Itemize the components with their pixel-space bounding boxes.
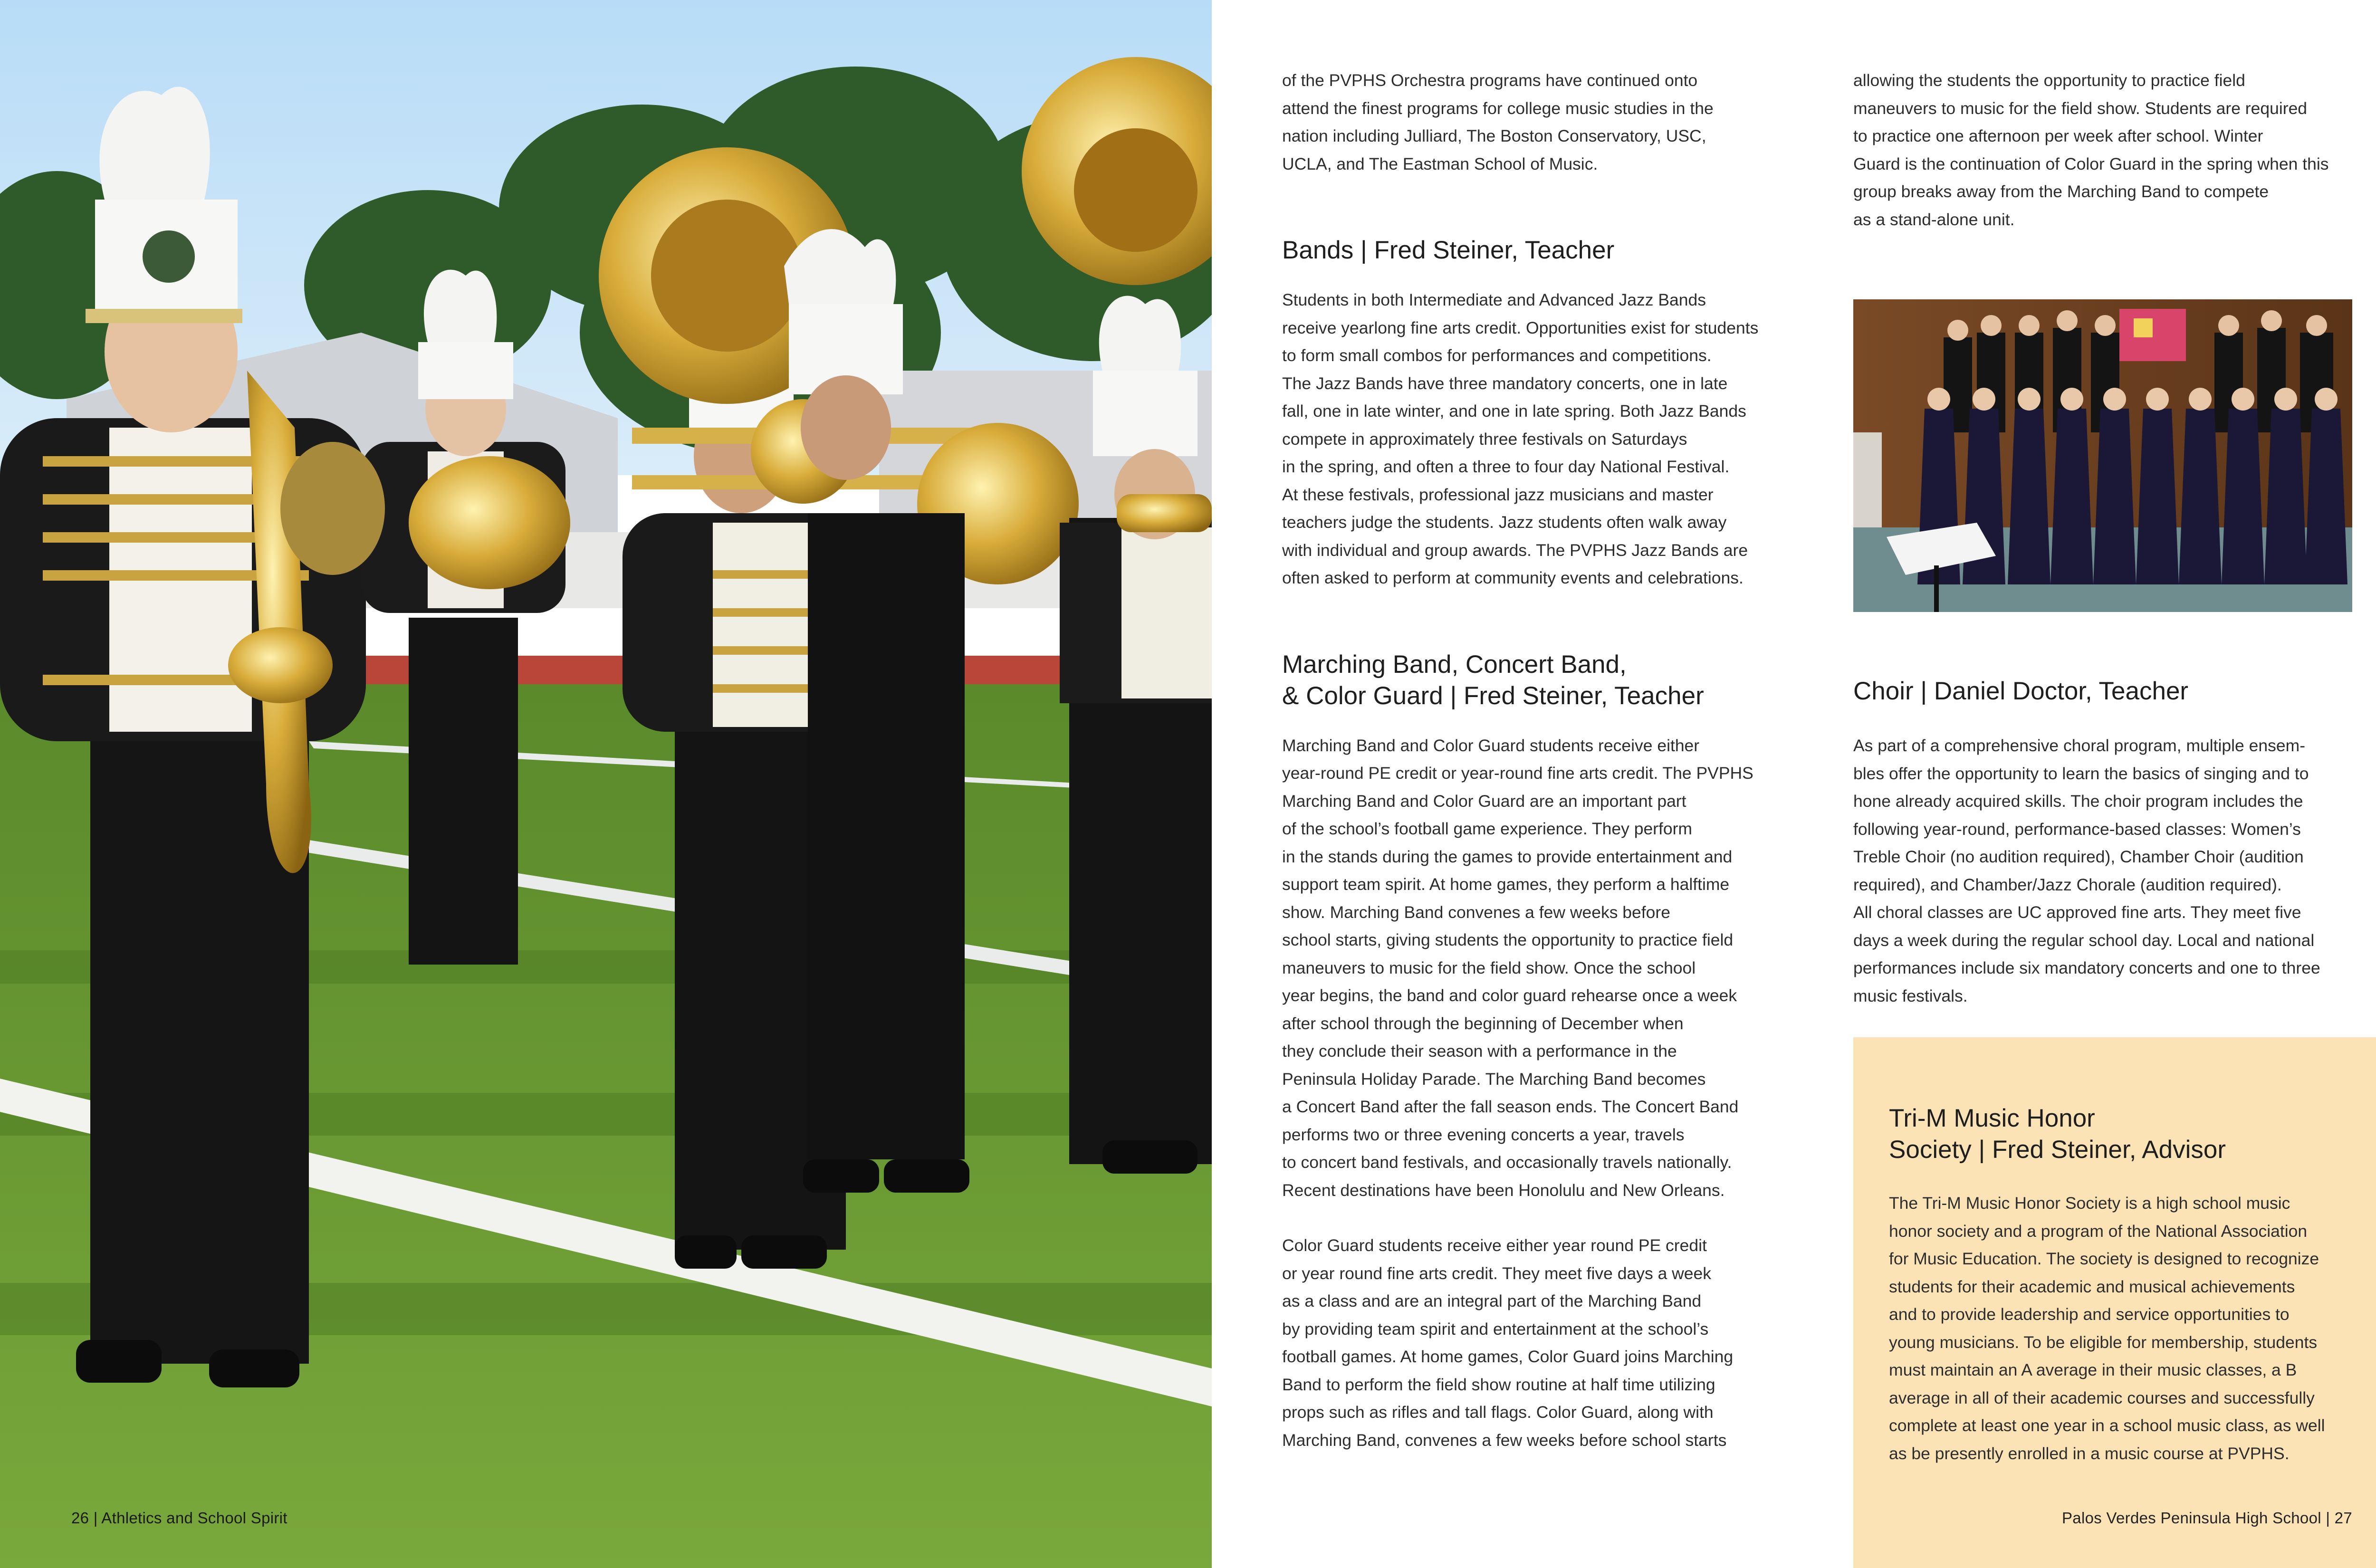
marching-heading: Marching Band, Concert Band, & Color Guard | Fred Steiner, Teacher: [1282, 650, 1704, 710]
right-page: [1212, 0, 2376, 1568]
marching-text: Marching Band and Color Guard students receive either year-round PE credit or year-round fine arts credit. The PVPHS Marching Band and Color Guard are an important part of the school’s football game experience. They perform in the stands during the games to provide entertainment and support team spirit. At home games, they perform a halftime show. Marching Band convenes a few weeks before school starts, giving students the opportunity to practice field maneuvers to music for the field show. Once the school year begins, the band and color guard rehearse once a week after school through the beginning of December when they conclude their season with a performance in the Peninsula Holiday Parade. The Marching Band becomes a Concert Band after the fall season ends. The Concert Band performs two or three evening concerts a year, travels to concert band festivals, and occasionally travels nationally. Recent destinations have been Honolulu and New Orleans.: [1282, 736, 1753, 1200]
color-guard-text: Color Guard students receive either year round PE credit or year round fine arts credit. They meet five days a week as a class and are an integral part of the Marching Band by providing team spirit and entertainment at the school’s football games. At home games, Color Guard joins Marching Band to perform the field show routine at half time utilizing props such as rifles and tall flags. Color Guard, along with Marching Band, convenes a few weeks before school starts: [1282, 1236, 1734, 1450]
tri-m-sidebar-box: [1853, 1037, 2376, 1568]
bands-heading: Bands | Fred Steiner, Teacher: [1282, 236, 1615, 264]
choir-photo: [1853, 299, 2352, 612]
text-column-1: [1282, 67, 1767, 1454]
choir-heading: Choir | Daniel Doctor, Teacher: [1853, 677, 2189, 705]
bands-section: [1282, 235, 1767, 592]
tri-m-heading: Tri-M Music Honor Society | Fred Steiner, Advisor: [1889, 1104, 2226, 1164]
right-page-folio: Palos Verdes Peninsula High School | 27: [2062, 1509, 2352, 1527]
marching-section: [1282, 649, 1767, 1454]
tri-m-text: The Tri-M Music Honor Society is a high school music honor society and a program of the National Association for Music Education. The society is designed to recognize students for their academic and musical achievements and to provide leadership and service opportunities to young musicians. To be eligible for membership, students must maintain an A average in their music classes, a B average in all of their academic courses and successfully complete at least one year in a school music class, as well as be presently enrolled in a music course at PVPHS.: [1889, 1194, 2325, 1463]
text-column-2: [1853, 67, 2352, 233]
left-page-folio: 26 | Athletics and School Spirit: [71, 1509, 287, 1527]
choir-text: As part of a comprehensive choral program, multiple ensem- bles offer the opportunity to learn the basics of singing and to hone already acquired skills. The choir program includes the following year-round, performance-based classes: Women’s Treble Choir (no audition required), Chamber Choir (audition required), and Chamber/Jazz Chorale (audition required). All choral classes are UC approved fine arts. They meet five days a week during the regular school day. Local and national performances include six mandatory concerts and one to three music festivals.: [1853, 736, 2320, 1005]
color-guard-continued-text: allowing the students the opportunity to practice field maneuvers to music for the field show. Students are required to practice one afternoon per week after school. Winter Guard is the continuation of Color Guard in the spring when this group breaks away from the Marching Band to compete as a stand-alone unit.: [1853, 71, 2329, 229]
bands-text: Students in both Intermediate and Advanced Jazz Bands receive yearlong fine arts credit. Opportunities exist for students to form small combos for performances and competitions. The Jazz Bands have three mandatory concerts, one in late fall, one in late winter, and one in late spring. Both Jazz Bands compete in approximately three festivals on Saturdays in the spring, and often a three to four day National Festival. At these festivals, professional jazz musicians and master teachers judge the students. Jazz students often walk away with individual and group awards. The PVPHS Jazz Bands are often asked to perform at community events and celebrations.: [1282, 290, 1759, 587]
orchestra-intro-text: of the PVPHS Orchestra programs have continued onto attend the finest programs for college music studies in the nation including Julliard, The Boston Conservatory, USC, UCLA, and The Eastman School of Music.: [1282, 71, 1714, 173]
